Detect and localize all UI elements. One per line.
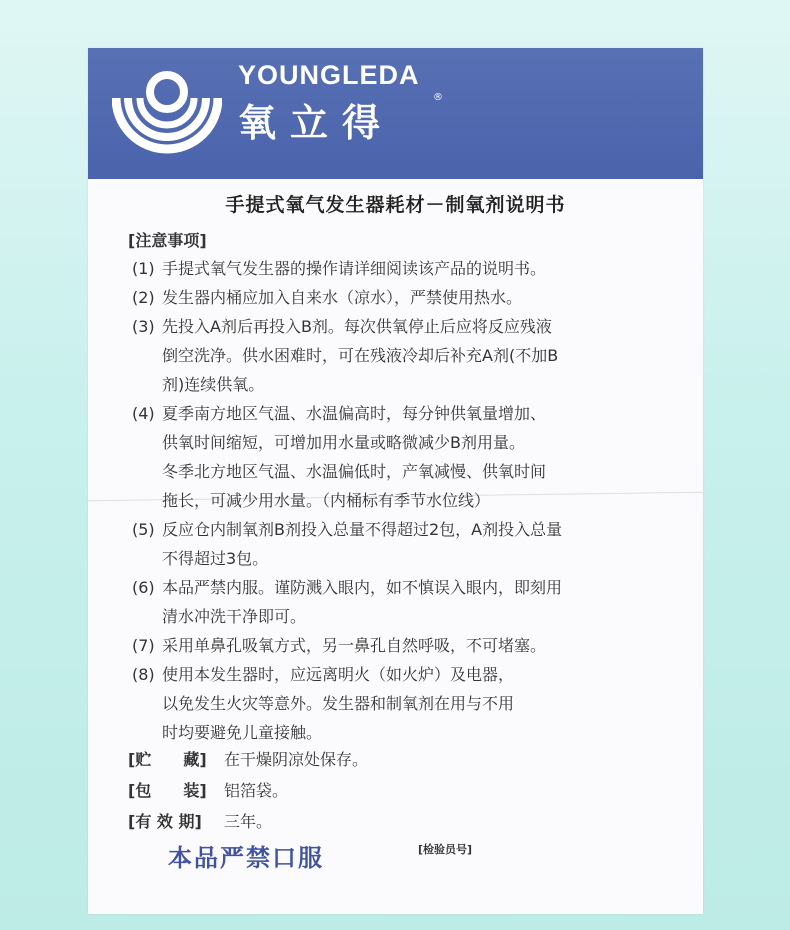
notes-heading: [注意事项] [128, 231, 207, 250]
brand-name-cn: 氧立得 [238, 101, 395, 145]
note-text-line: 时均要避免儿童接触。 [162, 723, 323, 742]
meta-value: 在干燥阴凉处保存。 [224, 750, 369, 769]
note-item [132, 312, 692, 399]
registered-mark: ® [433, 92, 443, 103]
warning-text: 本品严禁口服 [168, 844, 324, 872]
meta-label: [包 装] [128, 781, 207, 800]
meta-label: [贮 藏] [128, 750, 207, 769]
note-text-line: 夏季南方地区气温、水温偏高时，每分钟供氧量增加、 [162, 404, 547, 423]
inspector-number-label: [检验员号] [418, 843, 473, 856]
note-item [132, 399, 692, 515]
note-text-line: 使用本发生器时，应远离明火（如火炉）及电器， [162, 665, 515, 684]
meta-list [128, 744, 688, 837]
note-number: (5) [132, 520, 155, 539]
note-text-line: 发生器内桶应加入自来水（凉水），严禁使用热水。 [162, 288, 523, 307]
note-text-line: 采用单鼻孔吸氧方式，另一鼻孔自然呼吸，不可堵塞。 [162, 636, 547, 655]
meta-value: 铝箔袋。 [224, 781, 289, 800]
note-item [132, 283, 692, 312]
note-item [132, 254, 692, 283]
note-text-line: 以免发生火灾等意外。发生器和制氧剂在用与不用 [162, 694, 515, 713]
meta-value: 三年。 [224, 812, 273, 831]
document-title: 手提式氧气发生器耗材－制氧剂说明书 [225, 194, 566, 216]
note-number: (6) [132, 578, 155, 597]
note-text-line: 清水冲洗干净即可。 [162, 607, 307, 626]
note-number: (1) [132, 259, 155, 278]
note-text-line: 反应仓内制氧剂B剂投入总量不得超过2包，A剂投入总量 [162, 520, 563, 539]
notes-list [132, 254, 692, 747]
note-text-line: 先投入A剂后再投入B剂。每次供氧停止后应将反应残液 [162, 317, 552, 336]
note-number: (8) [132, 665, 155, 684]
meta-row [128, 806, 688, 837]
note-item [132, 573, 692, 631]
note-text-line: 供氧时间缩短，可增加用水量或略微减少B剂用量。 [162, 433, 525, 452]
instruction-sheet [88, 48, 703, 914]
note-item [132, 631, 692, 660]
note-number: (2) [132, 288, 155, 307]
note-text-line: 拖长，可减少用水量。（内桶标有季节水位线） [162, 491, 491, 510]
note-text-line: 本品严禁内服。谨防溅入眼内，如不慎误入眼内，即刻用 [162, 578, 563, 597]
brand-name-en: YOUNGLEDA [238, 60, 420, 90]
meta-label: [有 效 期] [128, 812, 202, 831]
brand-banner [88, 48, 703, 179]
note-text-line: 冬季北方地区气温、水温偏低时，产氧减慢、供氧时间 [162, 462, 547, 481]
note-item [132, 660, 692, 747]
note-text-line: 不得超过3包。 [162, 549, 269, 568]
note-number: (7) [132, 636, 155, 655]
concentric-arc-logo-icon [112, 62, 222, 162]
meta-row [128, 744, 688, 775]
note-text-line: 剂)连续供氧。 [162, 375, 265, 394]
note-item [132, 515, 692, 573]
note-number: (4) [132, 404, 155, 423]
note-text-line: 手提式氧气发生器的操作请详细阅读该产品的说明书。 [162, 259, 547, 278]
note-number: (3) [132, 317, 155, 336]
note-text-line: 倒空洗净。供水困难时，可在残液冷却后补充A剂(不加B [162, 346, 559, 365]
meta-row [128, 775, 688, 806]
